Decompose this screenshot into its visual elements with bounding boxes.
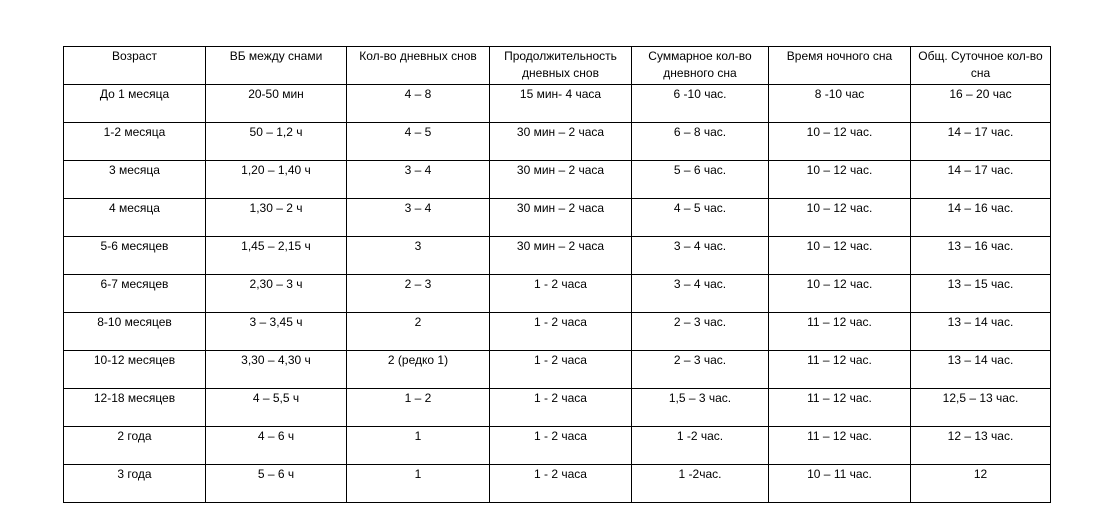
header-total-daily-sleep: Общ. Суточное кол-во сна xyxy=(911,47,1051,85)
cell-total-day-sleep: 3 – 4 час. xyxy=(632,275,769,313)
header-nap-duration: Продолжительность дневных снов xyxy=(490,47,632,85)
cell-total-daily-sleep: 14 – 16 час. xyxy=(911,199,1051,237)
cell-nap-duration: 1 - 2 часа xyxy=(490,275,632,313)
cell-total-day-sleep: 3 – 4 час. xyxy=(632,237,769,275)
cell-total-day-sleep: 1,5 – 3 час. xyxy=(632,389,769,427)
table-row xyxy=(64,199,1051,237)
cell-nap-count: 2 – 3 xyxy=(347,275,490,313)
cell-nap-count: 1 xyxy=(347,427,490,465)
table-row xyxy=(64,389,1051,427)
cell-wake-window: 3,30 – 4,30 ч xyxy=(206,351,347,389)
cell-nap-count: 4 – 8 xyxy=(347,85,490,123)
cell-night-sleep: 10 – 12 час. xyxy=(769,123,911,161)
cell-age: 12-18 месяцев xyxy=(64,389,206,427)
header-row xyxy=(64,47,1051,85)
cell-nap-count: 4 – 5 xyxy=(347,123,490,161)
cell-age: 10-12 месяцев xyxy=(64,351,206,389)
cell-nap-count: 1 – 2 xyxy=(347,389,490,427)
cell-nap-count: 2 (редко 1) xyxy=(347,351,490,389)
cell-night-sleep: 8 -10 час xyxy=(769,85,911,123)
cell-wake-window: 5 – 6 ч xyxy=(206,465,347,503)
table-row xyxy=(64,275,1051,313)
table-row xyxy=(64,465,1051,503)
header-night-sleep: Время ночного сна xyxy=(769,47,911,85)
cell-wake-window: 50 – 1,2 ч xyxy=(206,123,347,161)
cell-total-daily-sleep: 12 xyxy=(911,465,1051,503)
cell-nap-duration: 30 мин – 2 часа xyxy=(490,123,632,161)
cell-total-daily-sleep: 13 – 14 час. xyxy=(911,351,1051,389)
cell-wake-window: 4 – 6 ч xyxy=(206,427,347,465)
cell-age: 8-10 месяцев xyxy=(64,313,206,351)
cell-age: 5-6 месяцев xyxy=(64,237,206,275)
cell-total-day-sleep: 5 – 6 час. xyxy=(632,161,769,199)
table-row xyxy=(64,237,1051,275)
cell-total-day-sleep: 1 -2час. xyxy=(632,465,769,503)
cell-night-sleep: 11 – 12 час. xyxy=(769,427,911,465)
cell-total-daily-sleep: 14 – 17 час. xyxy=(911,123,1051,161)
cell-total-daily-sleep: 13 – 16 час. xyxy=(911,237,1051,275)
cell-total-daily-sleep: 14 – 17 час. xyxy=(911,161,1051,199)
cell-night-sleep: 11 – 12 час. xyxy=(769,313,911,351)
table-row xyxy=(64,427,1051,465)
table-row xyxy=(64,351,1051,389)
cell-age: 4 месяца xyxy=(64,199,206,237)
cell-age: 3 месяца xyxy=(64,161,206,199)
cell-age: 1-2 месяца xyxy=(64,123,206,161)
cell-nap-count: 1 xyxy=(347,465,490,503)
cell-nap-duration: 1 - 2 часа xyxy=(490,465,632,503)
cell-wake-window: 1,30 – 2 ч xyxy=(206,199,347,237)
cell-wake-window: 2,30 – 3 ч xyxy=(206,275,347,313)
cell-nap-count: 2 xyxy=(347,313,490,351)
cell-night-sleep: 11 – 12 час. xyxy=(769,389,911,427)
header-total-day-sleep: Суммарное кол-во дневного сна xyxy=(632,47,769,85)
cell-nap-count: 3 – 4 xyxy=(347,199,490,237)
cell-total-day-sleep: 2 – 3 час. xyxy=(632,351,769,389)
cell-night-sleep: 10 – 12 час. xyxy=(769,199,911,237)
cell-total-day-sleep: 6 -10 час. xyxy=(632,85,769,123)
cell-wake-window: 3 – 3,45 ч xyxy=(206,313,347,351)
cell-wake-window: 20-50 мин xyxy=(206,85,347,123)
header-wake-window: ВБ между снами xyxy=(206,47,347,85)
cell-nap-duration: 15 мин- 4 часа xyxy=(490,85,632,123)
cell-age: 3 года xyxy=(64,465,206,503)
cell-nap-duration: 1 - 2 часа xyxy=(490,351,632,389)
header-nap-count: Кол-во дневных снов xyxy=(347,47,490,85)
cell-nap-duration: 30 мин – 2 часа xyxy=(490,237,632,275)
cell-total-day-sleep: 6 – 8 час. xyxy=(632,123,769,161)
table-row xyxy=(64,85,1051,123)
cell-age: До 1 месяца xyxy=(64,85,206,123)
table-row xyxy=(64,123,1051,161)
cell-night-sleep: 10 – 11 час. xyxy=(769,465,911,503)
table-row xyxy=(64,161,1051,199)
cell-total-daily-sleep: 13 – 14 час. xyxy=(911,313,1051,351)
cell-wake-window: 1,20 – 1,40 ч xyxy=(206,161,347,199)
cell-total-day-sleep: 1 -2 час. xyxy=(632,427,769,465)
cell-total-day-sleep: 4 – 5 час. xyxy=(632,199,769,237)
cell-nap-duration: 1 - 2 часа xyxy=(490,427,632,465)
header-age: Возраст xyxy=(64,47,206,85)
cell-night-sleep: 10 – 12 час. xyxy=(769,237,911,275)
cell-age: 6-7 месяцев xyxy=(64,275,206,313)
sleep-schedule-table xyxy=(63,46,1051,503)
cell-age: 2 года xyxy=(64,427,206,465)
cell-total-daily-sleep: 16 – 20 час xyxy=(911,85,1051,123)
cell-night-sleep: 10 – 12 час. xyxy=(769,275,911,313)
cell-total-daily-sleep: 12 – 13 час. xyxy=(911,427,1051,465)
table-body xyxy=(64,85,1051,503)
cell-nap-duration: 1 - 2 часа xyxy=(490,313,632,351)
cell-night-sleep: 11 – 12 час. xyxy=(769,351,911,389)
table-row xyxy=(64,313,1051,351)
cell-total-day-sleep: 2 – 3 час. xyxy=(632,313,769,351)
cell-total-daily-sleep: 13 – 15 час. xyxy=(911,275,1051,313)
cell-nap-duration: 30 мин – 2 часа xyxy=(490,161,632,199)
cell-wake-window: 1,45 – 2,15 ч xyxy=(206,237,347,275)
cell-night-sleep: 10 – 12 час. xyxy=(769,161,911,199)
cell-nap-count: 3 xyxy=(347,237,490,275)
cell-nap-count: 3 – 4 xyxy=(347,161,490,199)
cell-wake-window: 4 – 5,5 ч xyxy=(206,389,347,427)
cell-total-daily-sleep: 12,5 – 13 час. xyxy=(911,389,1051,427)
cell-nap-duration: 30 мин – 2 часа xyxy=(490,199,632,237)
cell-nap-duration: 1 - 2 часа xyxy=(490,389,632,427)
